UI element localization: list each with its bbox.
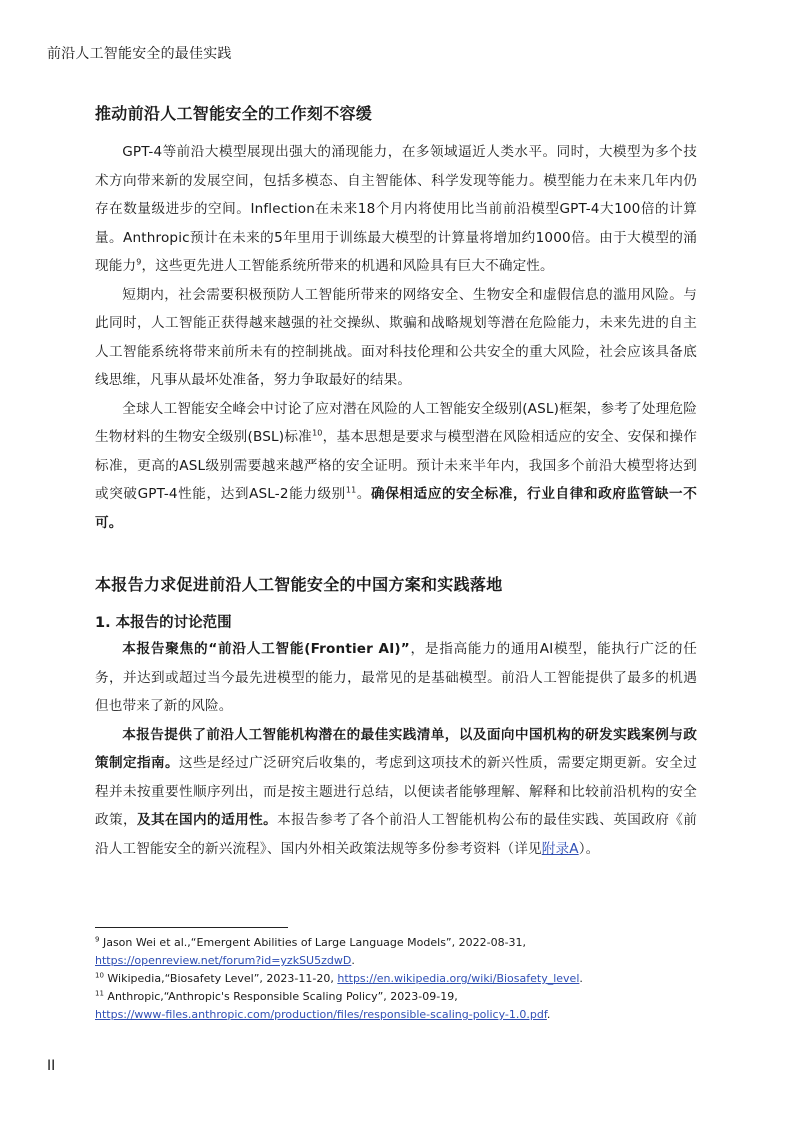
emphasis-text: 及其在国内的适用性。 xyxy=(137,812,278,828)
footnote-9 xyxy=(95,934,705,952)
paragraph-report-contents xyxy=(95,721,697,864)
footnote-link[interactable]: https://www-files.anthropic.com/production/files/responsible-scaling-policy-1.0.pdf xyxy=(95,1008,547,1021)
footnote-ref-10[interactable]: 10 xyxy=(312,428,323,438)
footnote-text: Wikipedia,“Biosafety Level”, 2023-11-20, xyxy=(107,972,338,985)
footnote-ref-11[interactable]: 11 xyxy=(345,485,357,495)
paragraph-text: GPT-4等前沿大模型展现出强大的涌现能力，在多领域逼近人类水平。同时，大模型为多个技术方向带来新的发展空间，包括多模态、自主智能体、科学发现等能力。模型能力在未来几年内仍存在数量级进步的空间。Inflection在未来18个月内将使用比当前前沿模型GPT-4大100倍的计算量。Anthropic预计在未来的5年里用于训练最大模型的计算量将增加约1000倍。由于大模型的涌现能力 xyxy=(95,144,697,274)
section-heading-china-practice: 本报告力求促进前沿人工智能安全的中国方案和实践落地 xyxy=(95,575,503,594)
footnote-punct: . xyxy=(546,1008,551,1021)
emphasis-text: 本报告提供了前沿人工智能机构潜在的最佳实践清单，以及面向中国机构的研发实践案例与政策制定指南。 xyxy=(95,726,697,771)
paragraph-text: ，这些更先进人工智能系统所带来的机遇和风险具有巨大不确定性。 xyxy=(141,258,554,274)
footnote-9-url-line xyxy=(95,952,705,970)
paragraph-text: 本报告参考了各个前沿人工智能机构公布的最佳实践、英国政府《前沿人工智能安全的新兴流程》、国内外相关政策法规等多份参考资料（详见 xyxy=(95,812,698,857)
footnote-11-url-line xyxy=(95,1006,705,1024)
footnote-number: 9 xyxy=(95,935,100,944)
footnote-punct: . xyxy=(351,954,355,967)
footnote-number: 10 xyxy=(95,971,104,980)
paragraph-emergent-capabilities xyxy=(95,138,697,281)
main-content xyxy=(95,100,697,863)
paragraph-text: 这些是经过广泛研究后收集的，考虑到这项技术的新兴性质，需要定期更新。安全过程并未按重要性顺序列出，而是按主题进行总结，以便读者能够理解、解释和比较前沿机构的安全政策， xyxy=(95,755,697,828)
paragraph-text: ）。 xyxy=(578,840,600,857)
paragraph-text: 全球人工智能安全峰会中讨论了应对潜在风险的人工智能安全级别(ASL)框架，参考了处理危险生物材料的生物安全级别(BSL)标准 xyxy=(95,400,697,445)
footnote-number: 11 xyxy=(95,989,104,998)
paragraph-asl-framework xyxy=(95,395,697,538)
footnote-11 xyxy=(95,988,705,1006)
paragraph-frontier-ai-definition xyxy=(95,635,697,721)
paragraph-text: 。 xyxy=(356,486,372,502)
footnote-ref-9[interactable]: 9 xyxy=(136,257,142,267)
footnote-text: Jason Wei et al.,“Emergent Abilities of Large Language Models”, 2022-08-31, xyxy=(102,936,527,949)
footnote-divider xyxy=(95,927,288,928)
footnote-link[interactable]: https://openreview.net/forum?id=yzkSU5zdwD xyxy=(95,954,352,967)
paragraph-text: ，基本思想是要求与模型潜在风险相适应的安全、安保和操作标准，更高的ASL级别需要越来越严格的安全证明。预计未来半年内，我国多个前沿大模型将达到或突破GPT-4性能，达到ASL-2能力级别 xyxy=(95,429,697,502)
paragraph-text: ，是指高能力的通用AI模型，能执行广泛的任务，并达到或超过当今最先进模型的能力，最常见的是基础模型。前沿人工智能提供了最多的机遇但也带来了新的风险。 xyxy=(95,641,697,714)
footnote-punct: . xyxy=(579,972,583,985)
running-header: 前沿人工智能安全的最佳实践 xyxy=(47,46,232,62)
subheading-scope: 1. 本报告的讨论范围 xyxy=(95,615,232,631)
footnote-text: Anthropic,“Anthropic's Responsible Scaling Policy”, 2023-09-19, xyxy=(107,990,458,1003)
footnote-10 xyxy=(95,970,705,988)
emphasis-text: 本报告聚焦的“前沿人工智能(Frontier AI)” xyxy=(122,641,410,657)
section-heading-urgency: 推动前沿人工智能安全的工作刻不容缓 xyxy=(95,104,373,123)
footnotes xyxy=(95,934,705,1024)
footnote-link[interactable]: https://en.wikipedia.org/wiki/Biosafety_level xyxy=(337,972,580,985)
emphasis-text: 确保相适应的安全标准，行业自律和政府监管缺一不可。 xyxy=(95,486,697,531)
paragraph-short-term-risks: 短期内，社会需要积极预防人工智能所带来的网络安全、生物安全和虚假信息的滥用风险。与此同时，人工智能正获得越来越强的社交操纵、欺骗和战略规划等潜在危险能力，未来先进的自主人工智能系统将带来前所未有的控制挑战。面对科技伦理和公共安全的重大风险，社会应该具备底线思维，凡事从最坏处准备，努力争取最好的结果。 xyxy=(95,286,697,388)
appendix-a-link[interactable]: 附录A xyxy=(541,840,579,857)
page-number: II xyxy=(47,1058,56,1074)
